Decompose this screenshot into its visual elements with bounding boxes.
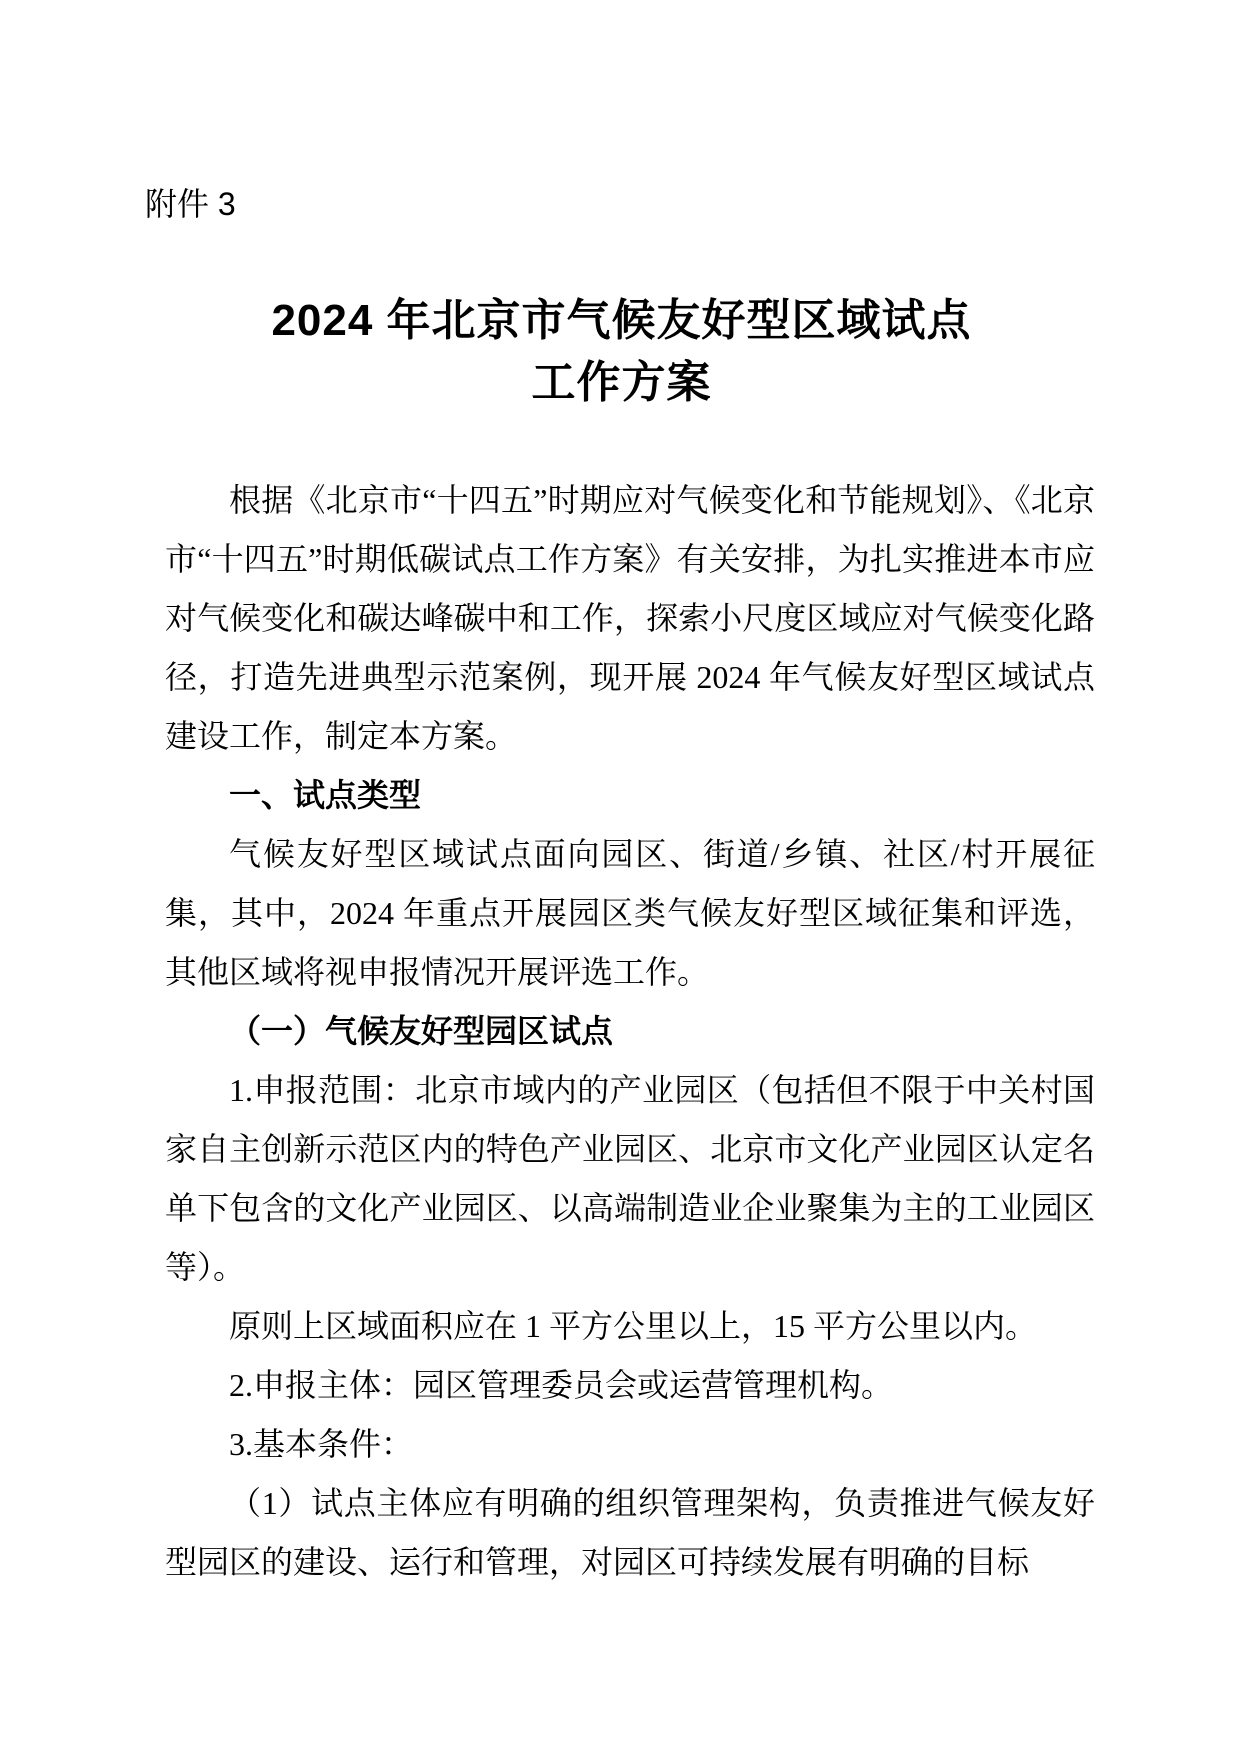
document-body [165, 471, 1095, 1592]
paragraph-application-subject: 2.申报主体：园区管理委员会或运营管理机构。 [229, 1367, 894, 1403]
paragraph-basic-conditions-label: 3.基本条件： [229, 1426, 414, 1462]
document-title-line1: 2024 年北京市气候友好型区域试点 [271, 296, 972, 345]
document-title-line2: 工作方案 [531, 358, 712, 407]
paragraph-condition-1: （1）试点主体应有明确的组织管理架构，负责推进气候友好型园区的建设、运行和管理，对园区可持续发展有明确的目标 [165, 1485, 1095, 1580]
attachment-label: 附件 3 [145, 186, 236, 222]
heading-subsection-park-pilot: （一）气候友好型园区试点 [229, 1013, 614, 1049]
paragraph-area-requirement: 原则上区域面积应在 1 平方公里以上，15 平方公里以内。 [229, 1308, 1038, 1344]
heading-section-pilot-types: 一、试点类型 [229, 777, 422, 813]
paragraph-application-scope: 1.申报范围：北京市域内的产业园区（包括但不限于中关村国家自主创新示范区内的特色产业园区、北京市文化产业园区认定名单下包含的文化产业园区、以高端制造业企业聚集为主的工业园区等）。 [165, 1072, 1095, 1285]
paragraph-intro: 根据《北京市“十四五”时期应对气候变化和节能规划》、《北京市“十四五”时期低碳试点工作方案》有关安排，为扎实推进本市应对气候变化和碳达峰碳中和工作，探索小尺度区域应对气候变化路径，打造先进典型示范案例，现开展 2024 年气候友好型区域试点建设工作，制定本方案。 [165, 482, 1095, 754]
paragraph-pilot-scope-overview: 气候友好型区域试点面向园区、街道/乡镇、社区/村开展征集，其中，2024 年重点开展园区类气候友好型区域征集和评选，其他区域将视申报情况开展评选工作。 [165, 836, 1095, 990]
document-title [145, 290, 1098, 414]
